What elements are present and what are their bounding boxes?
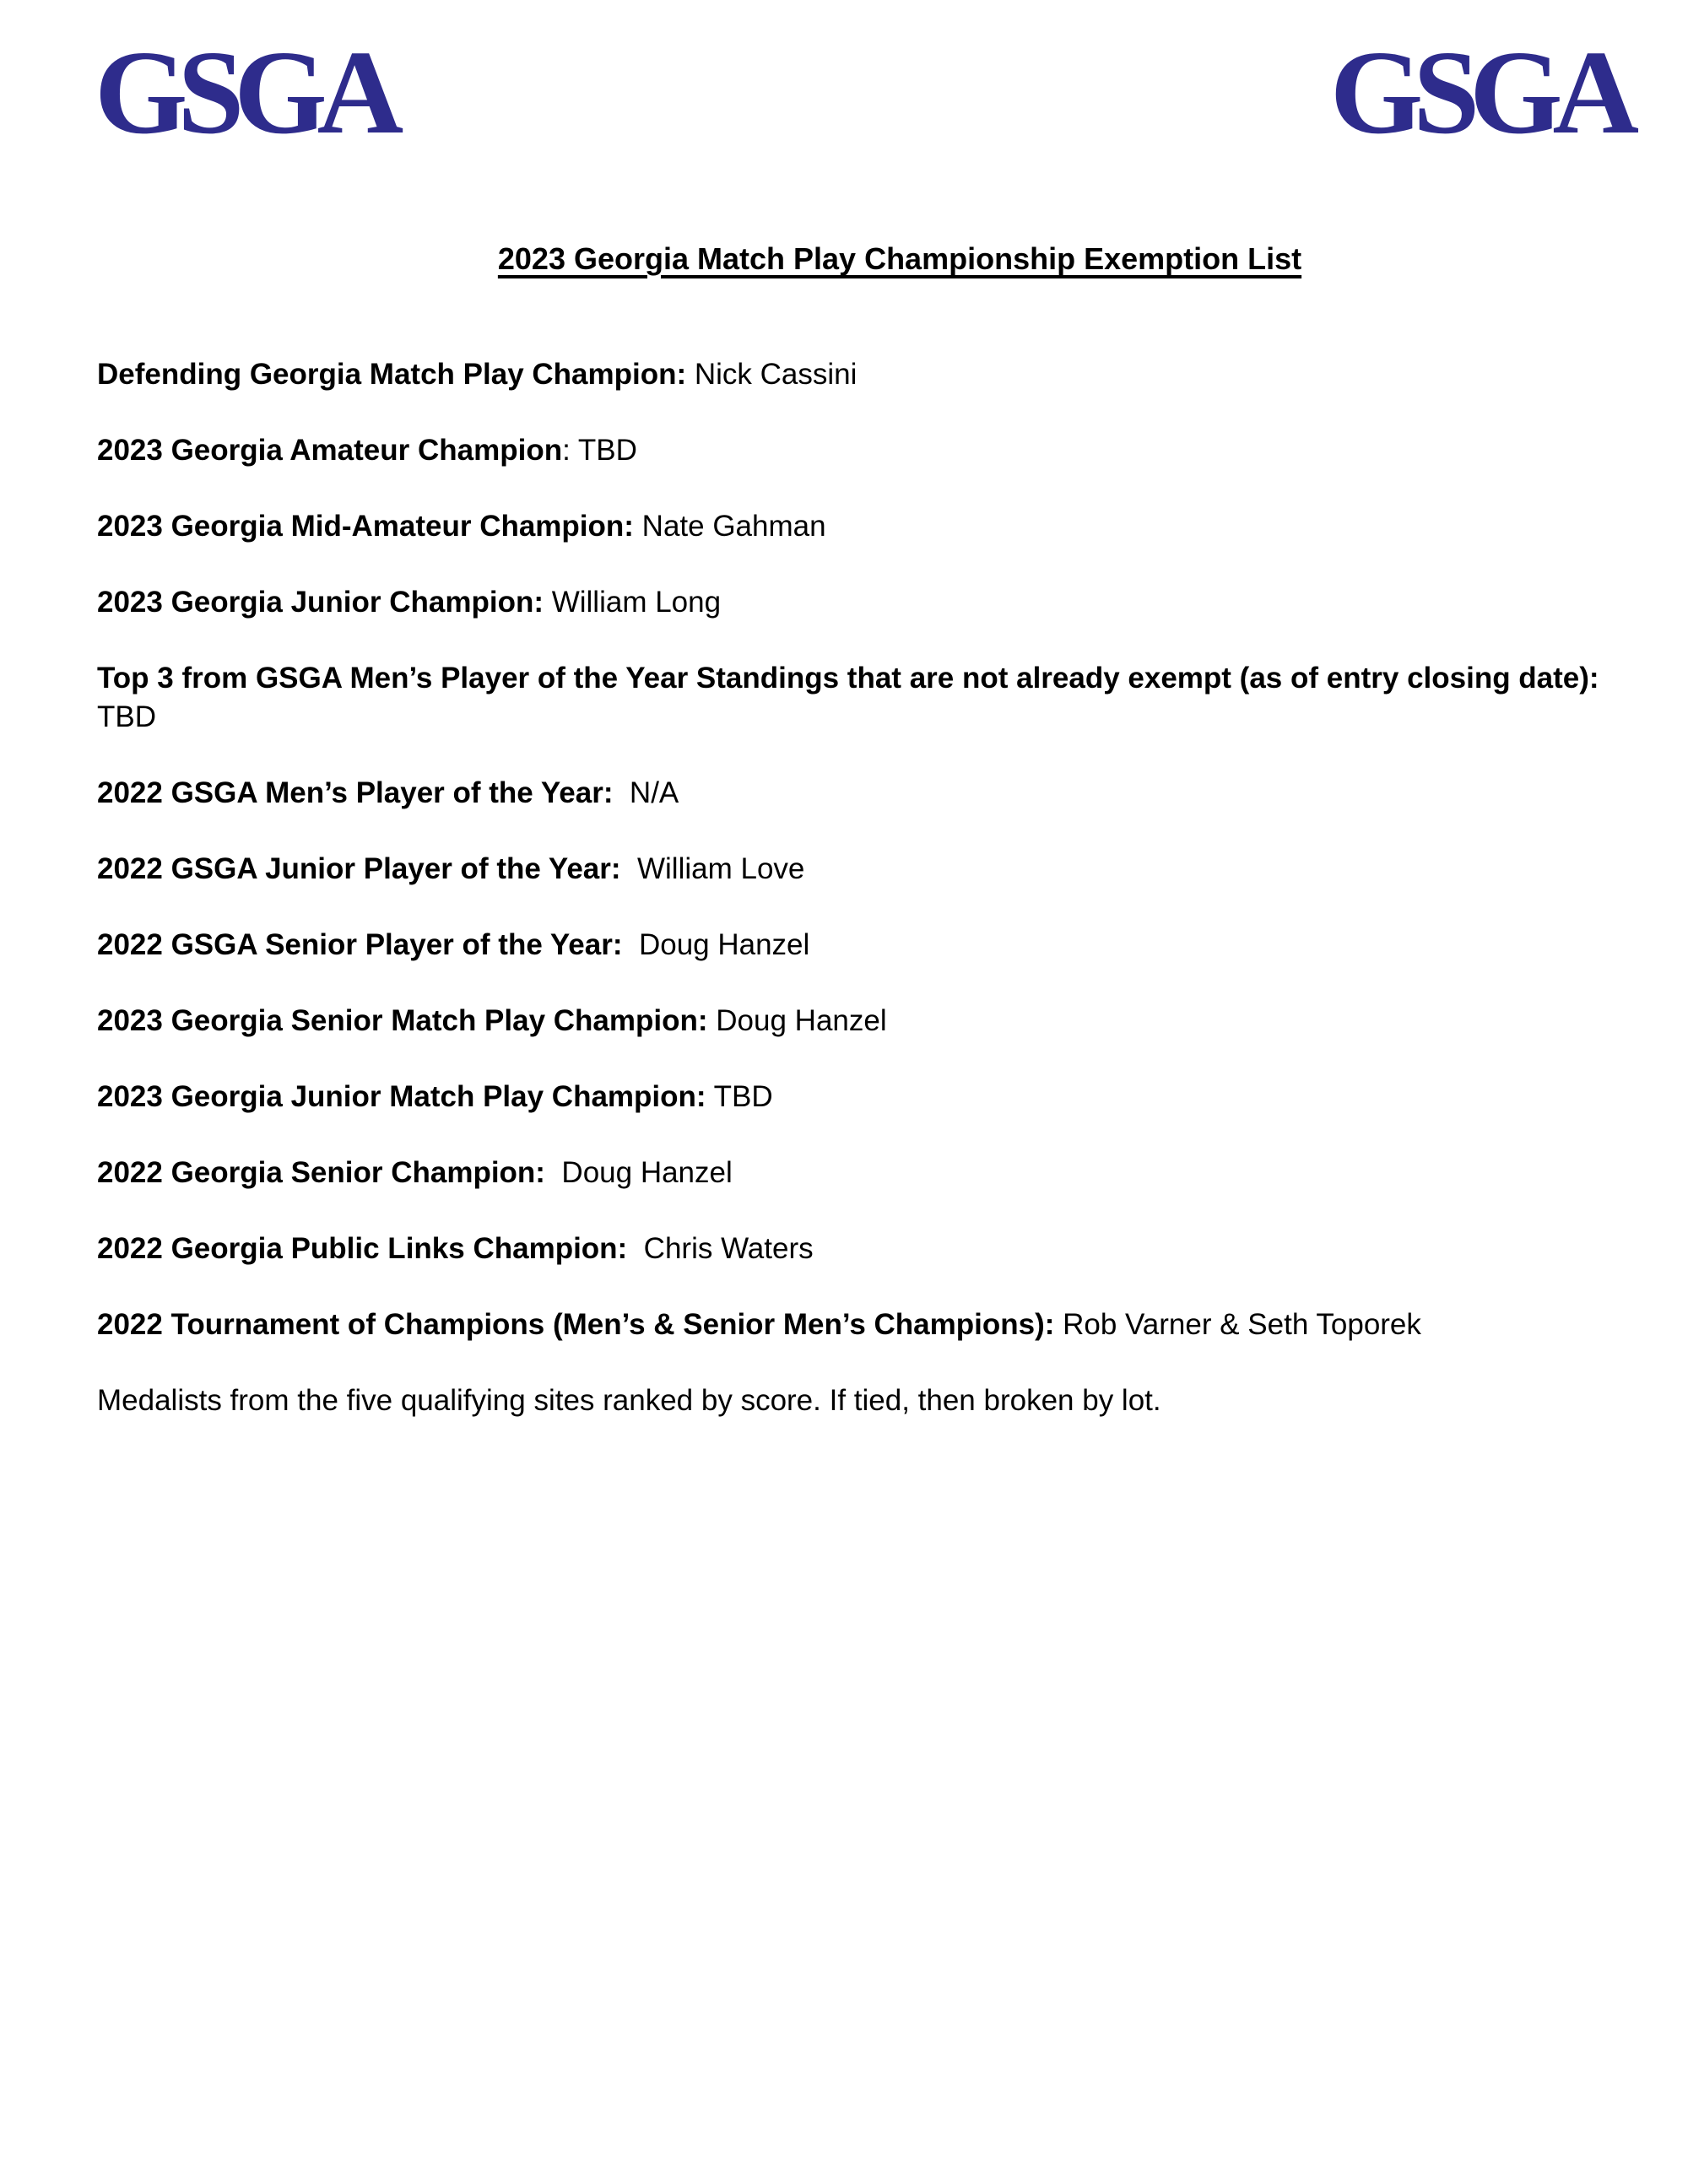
exemption-label: Top 3 from GSGA Men’s Player of the Year Standings that are not already exempt (as of entry closing date): (97, 661, 1599, 695)
exemption-item (97, 926, 1608, 965)
exemption-value: Nick Cassini (686, 357, 858, 391)
document-body (0, 355, 1688, 1420)
exemption-label: 2022 GSGA Junior Player of the Year: (97, 851, 621, 885)
exemption-item (97, 355, 1608, 394)
exemption-item (97, 1078, 1608, 1116)
exemption-item (97, 1306, 1608, 1344)
exemption-item (97, 1230, 1608, 1268)
exemption-value: Rob Varner & Seth Toporek (1054, 1307, 1421, 1341)
exemption-label: 2022 Georgia Senior Champion: (97, 1155, 545, 1189)
exemption-label: 2023 Georgia Senior Match Play Champion: (97, 1003, 708, 1037)
document-header (0, 0, 1688, 159)
exemption-item (97, 583, 1608, 622)
exemption-value: : TBD (562, 433, 637, 467)
exemption-value: Doug Hanzel (544, 1155, 733, 1189)
exemption-list (97, 355, 1615, 1344)
exemption-label: 2022 Georgia Public Links Champion: (97, 1231, 628, 1265)
exemption-value: Chris Waters (627, 1231, 814, 1265)
exemption-value: Doug Hanzel (622, 927, 810, 961)
exemption-value: Nate Gahman (633, 509, 826, 543)
page-title-text: 2023 Georgia Match Play Championship Exemption List (497, 241, 1302, 276)
exemption-item (97, 850, 1608, 889)
exemption-label: 2022 GSGA Senior Player of the Year: (97, 927, 623, 961)
exemption-label: Defending Georgia Match Play Champion: (97, 357, 687, 391)
exemption-item (97, 659, 1615, 737)
exemption-label: 2022 GSGA Men’s Player of the Year: (97, 776, 614, 809)
exemption-item (97, 774, 1608, 813)
exemption-value: Doug Hanzel (707, 1003, 887, 1037)
exemption-value: TBD (97, 661, 1615, 733)
exemption-label: 2023 Georgia Amateur Champion (97, 433, 563, 467)
exemption-item (97, 507, 1608, 546)
exemption-label: 2022 Tournament of Champions (Men’s & Senior Men’s Champions): (97, 1307, 1055, 1341)
gsga-logo-left: GSGA (95, 25, 394, 159)
exemption-item (97, 1154, 1608, 1192)
exemption-label: 2023 Georgia Junior Champion: (97, 585, 544, 619)
exemption-label: 2023 Georgia Mid-Amateur Champion: (97, 509, 634, 543)
gsga-logo-right: GSGA (1329, 25, 1629, 159)
exemption-value: William Love (620, 851, 805, 885)
exemption-label: 2023 Georgia Junior Match Play Champion: (97, 1079, 706, 1113)
exemption-value: William Long (544, 585, 722, 619)
exemption-item (97, 1002, 1608, 1041)
exemption-value: TBD (706, 1079, 773, 1113)
exemption-item (97, 431, 1608, 470)
page-title (56, 239, 1688, 279)
exemption-value: N/A (613, 776, 679, 809)
medalists-note: Medalists from the five qualifying sites ranked by score. If tied, then broken by lot. (97, 1383, 1161, 1417)
